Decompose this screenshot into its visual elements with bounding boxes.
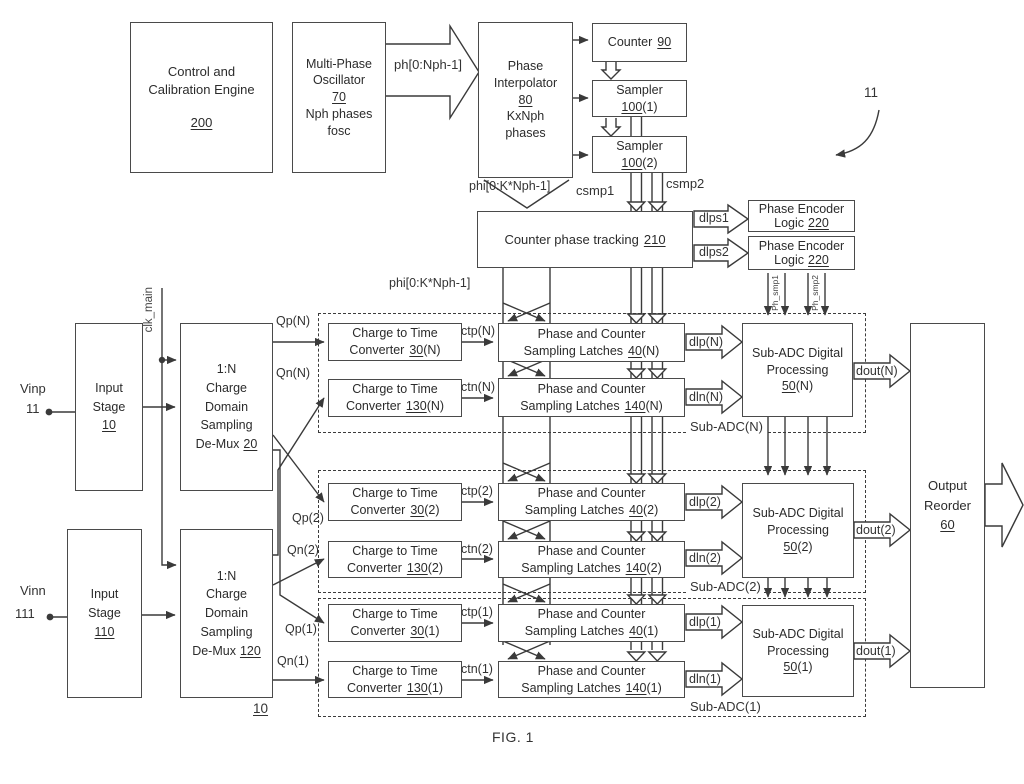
block-subtitle: KxNph bbox=[506, 109, 545, 124]
csmp2-label: csmp2 bbox=[666, 176, 705, 191]
block-title: Multi-Phase bbox=[306, 56, 372, 71]
vinn-label: Vinn bbox=[20, 583, 46, 598]
dlp-N-label: dlp(N) bbox=[689, 335, 724, 349]
block-title: Counter phase tracking bbox=[504, 231, 639, 247]
dln-1-label: dln(1) bbox=[689, 672, 721, 686]
latch-n-1-block bbox=[498, 661, 685, 698]
block-title: Sub-ADC Digital bbox=[751, 345, 843, 360]
block-title: Charge bbox=[206, 380, 247, 395]
block-ref: 10 bbox=[102, 418, 116, 433]
block-title: Processing bbox=[766, 362, 829, 377]
block-title: Converter bbox=[345, 399, 401, 413]
block-title: Oscillator bbox=[312, 73, 366, 88]
block-title: Sampling Latches bbox=[524, 624, 625, 638]
block-ref: 110 bbox=[94, 624, 115, 639]
dlps2-label: dlps2 bbox=[699, 245, 729, 259]
block-title: Converter bbox=[346, 560, 402, 575]
block-title: Phase bbox=[507, 59, 544, 74]
counter-to-sampler-arrow bbox=[602, 62, 620, 79]
demux-n-block bbox=[180, 529, 273, 698]
ctn-2-label: ctn(2) bbox=[461, 542, 493, 556]
ref-index: (2) bbox=[642, 155, 658, 170]
block-title: Charge to Time bbox=[352, 607, 438, 622]
system-ref-label: 10 bbox=[253, 701, 269, 716]
block-ref: 20 bbox=[243, 437, 258, 452]
latch-n-N-block bbox=[498, 378, 685, 417]
latch-p-1-block bbox=[498, 604, 685, 642]
block-title: Sub-ADC Digital bbox=[752, 506, 844, 521]
ctc-p-2-block bbox=[328, 483, 462, 521]
qn-N-label: Qn(N) bbox=[276, 366, 311, 380]
ctp-2-label: ctp(2) bbox=[461, 484, 493, 498]
ctc-n-2-block bbox=[328, 541, 462, 578]
qp-2-label: Qp(2) bbox=[292, 511, 324, 525]
block-title: Domain bbox=[204, 606, 249, 621]
block-title: Sampling Latches bbox=[520, 398, 620, 413]
block-ref bbox=[621, 155, 657, 172]
qp-N-label: Qp(N) bbox=[276, 314, 311, 328]
block-ref: 50(2) bbox=[783, 539, 813, 554]
block-ref: 200 bbox=[190, 115, 213, 131]
block-title: Counter bbox=[607, 35, 653, 50]
block-ref: 130(2) bbox=[406, 560, 444, 575]
counter-phase-tracking-block bbox=[477, 211, 693, 268]
block-title: Phase and Counter bbox=[537, 607, 646, 622]
block-title: Sampler bbox=[616, 82, 663, 97]
block-title: Processing bbox=[767, 523, 829, 538]
block-title: Charge to Time bbox=[352, 486, 438, 501]
block-ref: 120 bbox=[239, 643, 261, 658]
block-ref: 60 bbox=[940, 517, 955, 533]
block-ref: 40(1) bbox=[629, 624, 659, 638]
ref-number: 100 bbox=[621, 99, 643, 114]
clk-main-label: clk_main bbox=[143, 287, 155, 333]
ph-bus-label: ph[0:Nph-1] bbox=[394, 57, 462, 72]
block-ref: 50(1) bbox=[783, 660, 813, 675]
ref-number: 100 bbox=[621, 155, 643, 170]
block-ref: 80 bbox=[518, 92, 533, 107]
block-title: Stage bbox=[88, 606, 121, 621]
block-title: Input bbox=[95, 380, 123, 395]
block-ref: 220 bbox=[808, 216, 829, 230]
block-title: Sampling Latches bbox=[524, 503, 625, 517]
block-title: Sampling bbox=[200, 624, 253, 639]
block-title: Reorder bbox=[924, 497, 971, 513]
ctp-1-label: ctp(1) bbox=[461, 605, 493, 619]
block-ref: 30(2) bbox=[410, 503, 440, 517]
block-ref: 30(1) bbox=[410, 624, 440, 638]
block-ref: 140(2) bbox=[625, 560, 662, 575]
block-ref bbox=[621, 99, 657, 116]
vinn-ref-label: 111 bbox=[15, 606, 35, 621]
dln-2-label: dln(2) bbox=[689, 551, 721, 565]
qn-2-label: Qn(2) bbox=[287, 543, 319, 557]
sadp-N-block bbox=[742, 323, 853, 417]
ph-smp1-label: Ph_smp1 bbox=[770, 275, 780, 311]
block-ref: 130(1) bbox=[406, 680, 444, 695]
block-title: Control and Calibration Engine bbox=[148, 64, 255, 97]
block-title: Phase and Counter bbox=[537, 543, 646, 558]
ctc-n-N-block bbox=[328, 379, 462, 417]
block-title: Phase and Counter bbox=[537, 326, 646, 341]
block-title: Charge to Time bbox=[352, 326, 438, 341]
block-title: Phase and Counter bbox=[537, 663, 646, 678]
latch-n-2-block bbox=[498, 541, 685, 578]
dlp-1-label: dlp(1) bbox=[689, 615, 721, 629]
block-ref: 90 bbox=[657, 35, 672, 50]
phase-interpolator-block bbox=[478, 22, 573, 178]
dout-N-label: dout(N) bbox=[856, 364, 898, 378]
vinp-ref-label: 11 bbox=[26, 401, 40, 416]
block-title: Converter bbox=[346, 680, 402, 695]
ctc-n-1-block bbox=[328, 661, 462, 698]
figure-pointer-label: 11 bbox=[864, 85, 879, 100]
block-ref: 220 bbox=[808, 253, 829, 267]
figure-pointer-arrow bbox=[836, 110, 879, 155]
sub-adc-2-label: Sub-ADC(2) bbox=[687, 579, 764, 594]
sub-adc-1-label: Sub-ADC(1) bbox=[687, 699, 764, 714]
block-subtitle: Nph phases bbox=[305, 106, 373, 121]
ph-bus-arrow bbox=[386, 26, 479, 118]
input-stage-n-block bbox=[67, 529, 142, 698]
block-ref: 210 bbox=[643, 231, 666, 247]
clk-main-line bbox=[162, 288, 176, 565]
block-title: Stage bbox=[92, 399, 126, 414]
qn-1-label: Qn(1) bbox=[277, 654, 309, 668]
sadp-2-block bbox=[742, 483, 854, 578]
block-title: Converter bbox=[349, 343, 405, 357]
ctn-1-label: ctn(1) bbox=[461, 662, 493, 676]
block-title: Phase Encoder bbox=[758, 238, 845, 253]
block-title: Sampling bbox=[200, 418, 253, 433]
dln-N-label: dln(N) bbox=[689, 390, 724, 404]
block-title: Sub-ADC Digital bbox=[752, 626, 844, 641]
input-stage-p-block bbox=[75, 323, 143, 491]
block-title: Sampling Latches bbox=[523, 343, 624, 358]
block-title: De-Mux bbox=[195, 437, 240, 452]
block-title: Sampler bbox=[616, 138, 663, 153]
dlps1-label: dlps1 bbox=[699, 211, 729, 225]
block-title: Sampling Latches bbox=[521, 680, 621, 695]
multi-phase-oscillator-block bbox=[292, 22, 386, 173]
latch-p-2-block bbox=[498, 483, 685, 521]
block-title: Phase and Counter bbox=[537, 486, 646, 501]
block-title: Logic bbox=[774, 216, 805, 230]
demux-p-block bbox=[180, 323, 273, 491]
block-subtitle: fosc bbox=[327, 123, 351, 138]
block-title: Input bbox=[90, 587, 119, 602]
block-ref: 40(2) bbox=[629, 503, 659, 517]
block-title: Domain bbox=[204, 399, 249, 414]
block-ref: 140(N) bbox=[624, 398, 663, 413]
block-title: Charge bbox=[206, 587, 247, 602]
block-title: Processing bbox=[767, 643, 829, 658]
block-ref: 140(1) bbox=[625, 680, 662, 695]
control-calibration-engine-block bbox=[130, 22, 273, 173]
dout-2-label: dout(2) bbox=[856, 523, 896, 537]
output-reorder-block bbox=[910, 323, 985, 688]
ctn-N-label: ctn(N) bbox=[461, 380, 496, 394]
figure-caption: FIG. 1 bbox=[492, 729, 534, 745]
dout-1-label: dout(1) bbox=[856, 644, 896, 658]
block-title: Phase Encoder bbox=[758, 201, 845, 216]
dlp-2-label: dlp(2) bbox=[689, 495, 721, 509]
block-title: Charge to Time bbox=[352, 663, 438, 678]
block-title: 1:N bbox=[216, 362, 237, 377]
block-ref: 50(N) bbox=[781, 379, 814, 394]
block-title: Output bbox=[927, 478, 968, 494]
block-title: 1:N bbox=[216, 568, 237, 583]
block-ref: 70 bbox=[332, 90, 346, 105]
block-title: Phase and Counter bbox=[537, 381, 646, 396]
block-title: De-Mux bbox=[192, 643, 236, 658]
latch-p-N-block bbox=[498, 323, 685, 362]
block-title: Converter bbox=[350, 624, 406, 638]
block-title: Charge to Time bbox=[352, 543, 438, 558]
block-title: Logic bbox=[774, 253, 805, 267]
block-ref: 40(N) bbox=[628, 343, 660, 358]
sub-adc-N-label: Sub-ADC(N) bbox=[687, 419, 766, 434]
block-title: Converter bbox=[350, 503, 406, 517]
ctc-p-N-block bbox=[328, 323, 462, 361]
phi-bus-top-label: phi[0:K*Nph-1] bbox=[469, 179, 551, 193]
ph-smp2-label: Ph_smp2 bbox=[810, 275, 820, 311]
phase-encoder-logic-2-block bbox=[748, 236, 855, 270]
sampler-2-block bbox=[592, 136, 687, 173]
block-title: Charge to Time bbox=[352, 382, 438, 397]
phase-encoder-logic-1-block bbox=[748, 200, 855, 232]
ctp-N-label: ctp(N) bbox=[461, 324, 496, 338]
sampler1-to-sampler2-arrow bbox=[602, 118, 620, 136]
block-ref: 30(N) bbox=[409, 343, 441, 357]
ref-index: (1) bbox=[642, 99, 658, 114]
block-subtitle: phases bbox=[505, 126, 546, 141]
csmp1-label: csmp1 bbox=[576, 183, 615, 198]
final-output-arrow bbox=[985, 463, 1023, 547]
sadp-1-block bbox=[742, 605, 854, 697]
phi-bus-mid-label: phi[0:K*Nph-1] bbox=[389, 276, 471, 290]
sampler-1-block bbox=[592, 80, 687, 117]
vinp-label: Vinp bbox=[20, 381, 46, 396]
block-title: Interpolator bbox=[493, 75, 558, 90]
qp-1-label: Qp(1) bbox=[285, 622, 317, 636]
ctc-p-1-block bbox=[328, 604, 462, 642]
counter-block bbox=[592, 23, 687, 62]
block-title: Sampling Latches bbox=[521, 560, 621, 575]
block-ref: 130(N) bbox=[405, 399, 445, 413]
